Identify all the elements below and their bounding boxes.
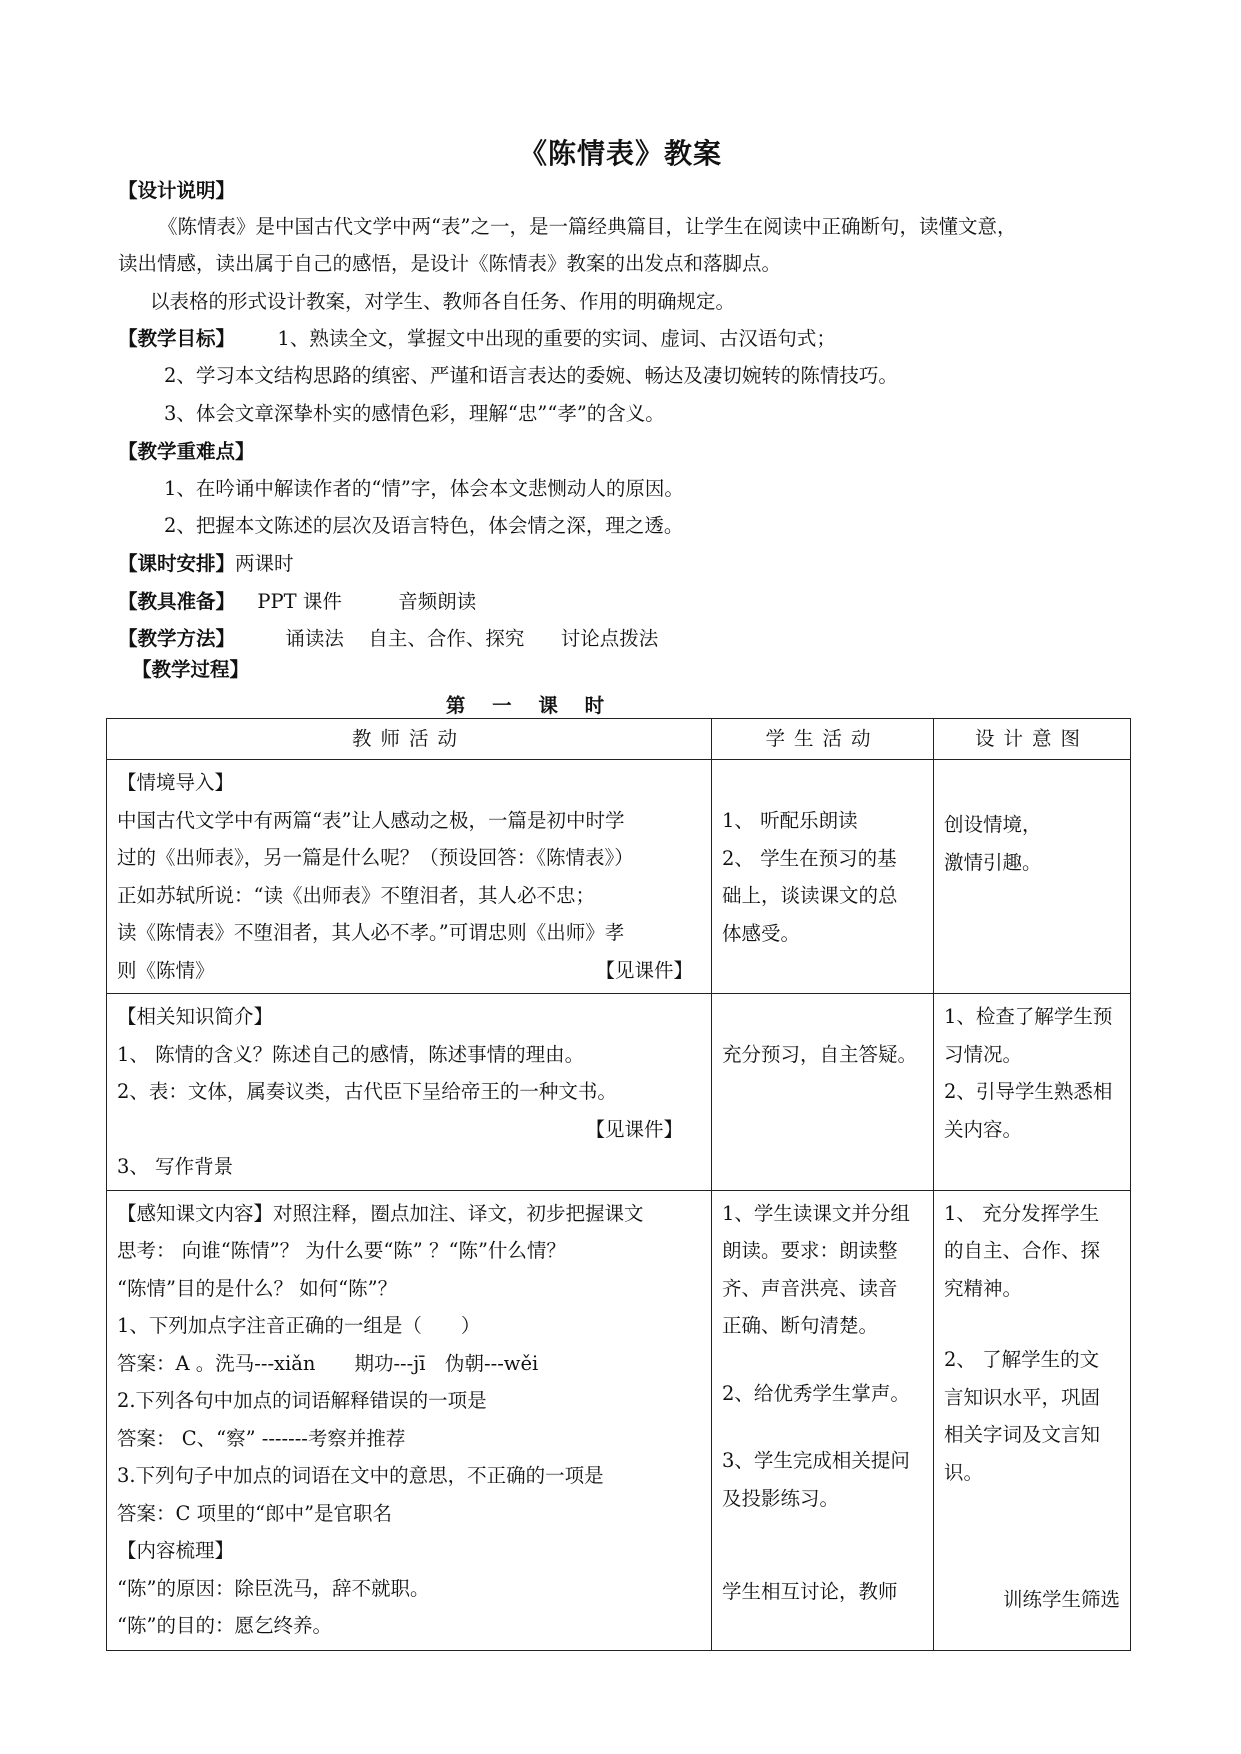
row3-teacher-line7: 答案： C、“察” -------考察并推荐 [117,1426,406,1450]
goals-item2: 2、学习本文结构思路的缜密、严谨和语言表达的委婉、畅达及凄切婉转的陈情技巧。 [164,364,898,387]
row3-intent-line1: 1、 充分发挥学生 [944,1201,1100,1225]
row1-intent-line1: 创设情境， [944,813,1042,836]
methods-item2: 自主、合作、探究 [368,627,525,650]
row3-student-line2: 朗读。要求：朗读整 [722,1239,898,1262]
key-points-item1: 1、在吟诵中解读作者的“情”字，体会本文悲恻动人的原因。 [164,477,684,500]
row2-teacher-cell [107,994,712,1191]
row3-intent-spacer [944,1307,1120,1341]
row3-teacher-line8: 3.下列句子中加点的词语在文中的意思，不正确的一项是 [117,1464,604,1487]
row3-intent-line8: 训练学生筛选 [1002,1588,1120,1611]
row2-teacher-line2: 1、 陈情的含义？陈述自己的感情，陈述事情的理由。 [117,1042,585,1066]
table-header-row [107,719,1131,760]
row3-student-line1: 1、学生读课文并分组 [722,1201,910,1225]
row1-student-line3: 础上，谈读课文的总 [722,884,898,907]
design-note-heading: 【设计说明】 [118,179,236,202]
row2-intent-cell [934,994,1131,1191]
tools-row [118,587,476,617]
row1-teacher-line5: 读《陈情表》不堕泪者，其人必不孝。”可谓忠则《出师》孝 [117,921,625,944]
row1-teacher-line6 [117,952,701,990]
row1-teacher-line1: 【情境导入】 [117,771,235,794]
row2-intent-line4: 关内容。 [944,1117,1023,1141]
goals-row [118,324,836,354]
row1-teacher-line6-text: 则《陈情》 [117,958,215,982]
row3-student-spacer [722,1412,923,1442]
row2-student-cell [712,994,934,1191]
row3-intent-spacer [944,1491,1120,1581]
row3-teacher-cell [107,1190,712,1650]
design-note-para1-line1: 《陈情表》是中国古代文学中两“表”之一，是一篇经典篇目，让学生在阅读中正确断句，读懂文意， [158,215,1017,238]
row2-courseware-note: 【见课件】 [585,1117,683,1141]
row3-student-line8: 学生相互讨论，教师 [722,1580,898,1603]
row1-teacher-line4: 正如苏轼所说：“读《出师表》不堕泪者，其人必不忠； [117,883,595,907]
lesson-title: 第 一 课 时 [445,694,615,717]
row3-teacher-line10: 【内容梳理】 [117,1539,235,1562]
table-row [107,994,1131,1191]
schedule-heading: 【课时安排】 [118,552,236,575]
row3-teacher-line2: 思考： 向谁“陈情”？ 为什么要“陈” ？“陈”什么情？ [117,1239,566,1262]
row1-student-line4: 体感受。 [722,921,801,945]
key-points-item2: 2、把握本文陈述的层次及语言特色，体会情之深，理之透。 [164,514,684,537]
row2-teacher-line5: 3、 写作背景 [117,1155,234,1178]
row3-intent-line2: 的自主、合作、探 [944,1239,1101,1262]
row3-teacher-line5: 答案：A 。洗马---xiǎn 期功---jī 伪朝---wěi [117,1351,539,1375]
row3-student-spacer [722,1345,923,1375]
row3-intent-line7: 识。 [944,1460,984,1484]
row3-teacher-line11: “陈”的原因：除臣洗马，辞不就职。 [117,1576,430,1600]
row2-teacher-line3: 2、表：文体，属奏议类，古代臣下呈给帝王的一种文书。 [117,1080,617,1103]
row2-student-line1: 充分预习，自主答疑。 [722,1043,918,1066]
row3-student-line4: 正确、断句清楚。 [722,1314,879,1337]
row3-teacher-line12: “陈”的目的：愿乞终养。 [117,1614,332,1637]
row3-intent-line5: 言知识水平，巩固 [944,1385,1101,1409]
row1-student-cell [712,760,934,994]
row3-student-line6: 3、学生完成相关提问 [722,1449,910,1472]
row1-teacher-line2: 中国古代文学中有两篇“表”让人感动之极，一篇是初中时学 [117,808,625,832]
methods-item1: 诵读法 [285,627,344,650]
row1-intent-line2: 激情引趣。 [944,850,1042,874]
row3-student-line7: 及投影练习。 [722,1486,840,1510]
row3-intent-cell [934,1190,1131,1650]
tools-heading: 【教具准备】 [118,590,236,613]
tools-item-audio: 音频朗读 [398,590,477,613]
row3-teacher-line3: “陈情”目的是什么？ 如何“陈”？ [117,1276,398,1300]
tools-item-ppt: PPT 课件 [257,590,342,613]
design-note-para1-line2: 读出情感，读出属于自己的感悟，是设计《陈情表》教案的出发点和落脚点。 [118,252,782,275]
row3-intent-line3: 究精神。 [944,1276,1023,1300]
row3-teacher-line9: 答案：C 项里的“郎中”是官职名 [117,1501,393,1525]
schedule-value: 两课时 [235,552,294,575]
row1-student-line2: 2、 学生在预习的基 [722,846,897,870]
methods-item3: 讨论点拨法 [560,627,659,650]
methods-row [118,624,658,654]
row3-student-spacer [722,1517,923,1573]
row3-intent-line6: 相关字词及文言知 [944,1423,1101,1446]
design-note-para2: 以表格的形式设计教案，对学生、教师各自任务、作用的明确规定。 [150,290,736,313]
row2-intent-line2: 习情况。 [944,1042,1023,1066]
header-design-intent: 设计意图 [934,719,1131,760]
lesson-plan-table [106,718,1131,1651]
row3-student-line5: 2、给优秀学生掌声。 [722,1381,910,1405]
row3-student-line3: 齐、声音洪亮、读音 [722,1276,898,1300]
row2-intent-line3: 2、引导学生熟悉相 [944,1080,1113,1103]
row1-student-line1: 1、 听配乐朗读 [722,809,858,832]
row1-intent-cell [934,760,1131,994]
methods-heading: 【教学方法】 [118,627,236,650]
row3-teacher-line4: 1、下列加点字注音正确的一组是（ ） [117,1314,481,1337]
header-teacher-activity: 教师活动 [107,719,712,760]
row2-intent-line1: 1、检查了解学生预 [944,1005,1113,1028]
table-row [107,760,1131,994]
process-heading: 【教学过程】 [132,658,250,681]
row1-courseware-note: 【见课件】 [595,958,693,982]
row3-intent-line4: 2、 了解学生的文 [944,1348,1100,1371]
row2-teacher-line1: 【相关知识简介】 [117,1005,274,1028]
header-student-activity: 学生活动 [712,719,934,760]
row3-student-cell [712,1190,934,1650]
document-title: 《陈情表》教案 [518,137,722,170]
goals-item3: 3、体会文章深挚朴实的感情色彩，理解“忠”“孝”的含义。 [164,402,665,425]
key-points-heading: 【教学重难点】 [118,440,255,463]
row3-teacher-line6: 2.下列各句中加点的词语解释错误的一项是 [117,1389,487,1412]
schedule-row [118,549,294,579]
row1-teacher-cell [107,760,712,994]
table-row [107,1190,1131,1650]
row3-teacher-line1: 【感知课文内容】对照注释，圈点加注、译文，初步把握课文 [117,1201,644,1225]
goals-item1: 1、熟读全文，掌握文中出现的重要的实词、虚词、古汉语句式； [277,327,836,350]
row1-teacher-line3: 过的《出师表》，另一篇是什么呢？（预设回答：《陈情表》） [117,846,634,869]
goals-heading: 【教学目标】 [118,327,236,350]
